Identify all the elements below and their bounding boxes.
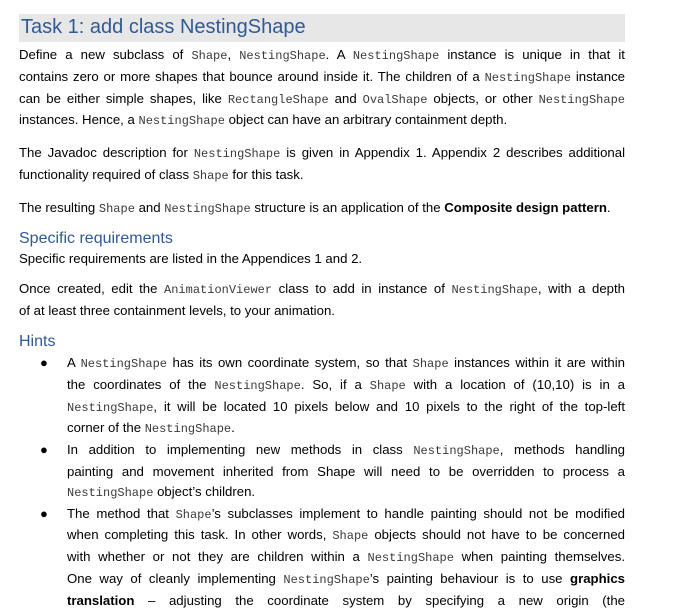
javadoc-line-2: functionality required of class Shape for this task. [19, 166, 304, 183]
intro-line-3: can be either simple shapes, like RectangleShape and OvalShape objects, or other NestingShape [19, 90, 625, 107]
specific-requirements-heading: Specific requirements [19, 229, 173, 247]
hint1-line-3: NestingShape, it will be located 10 pixels below and 10 pixels to the right of the top-left [67, 398, 625, 415]
hints-heading: Hints [19, 332, 56, 350]
document-page [19, 14, 625, 611]
hint3-line-3: with whether or not they are children within a NestingShape when painting themselves. [67, 549, 625, 566]
bullet-icon: ● [40, 505, 48, 521]
intro-line-1: Define a new subclass of Shape, NestingShape. A NestingShape instance is unique in that it [19, 47, 625, 63]
once-line-1: Once created, edit the AnimationViewer class to add in instance of NestingShape, with a depth [19, 281, 626, 298]
intro-line-4: instances. Hence, a NestingShape object can have an arbitrary containment depth. [19, 112, 508, 129]
hint3-line-2: when completing this task. In other words, Shape objects should not have to be concerned [67, 527, 625, 544]
bullet-icon: ● [40, 354, 48, 370]
once-paragraph [19, 279, 625, 321]
hint2-line-2: painting and movement inherited from Shape will need to be overridden to process a [67, 463, 625, 479]
specific-requirements-text: Specific requirements are listed in the Appendices 1 and 2. [19, 250, 363, 266]
bullet-icon: ● [40, 442, 48, 458]
hint3-line-4: One way of cleanly implementing NestingShape’s painting behaviour is to use graphics [67, 570, 625, 587]
hints-list [19, 353, 625, 611]
list-item [19, 353, 625, 440]
hint1-line-1: A NestingShape has its own coordinate system, so that Shape instances within it are within [67, 354, 625, 371]
list-item [19, 504, 625, 611]
page-title: Task 1: add class NestingShape [19, 14, 625, 42]
hint2-line-1: In addition to implementing new methods in class NestingShape, methods handling [67, 442, 626, 459]
hint2-line-3: NestingShape object’s children. [67, 483, 256, 500]
hint1-line-4: corner of the NestingShape. [67, 420, 235, 437]
javadoc-line-1: The Javadoc description for NestingShape is given in Appendix 1. Appendix 2 describes additional [19, 145, 625, 162]
list-item [19, 440, 625, 503]
intro-line-2: contains zero or more shapes that bounce around inside it. The children of a NestingShape instance [19, 68, 625, 85]
once-line-2: of at least three containment levels, to your animation. [19, 303, 335, 319]
hint3-line-1: The method that Shape’s subclasses implement to handle painting should not be modified [67, 505, 625, 522]
composite-paragraph: The resulting Shape and NestingShape structure is an application of the Composite design pattern. [19, 199, 611, 216]
javadoc-paragraph [19, 143, 625, 187]
hint1-line-2: the coordinates of the NestingShape. So, if a Shape with a location of (10,10) is in a [67, 376, 625, 393]
hint3-line-5: translation – adjusting the coordinate system by specifying a new origin (the [67, 592, 625, 608]
intro-paragraph [19, 45, 625, 132]
